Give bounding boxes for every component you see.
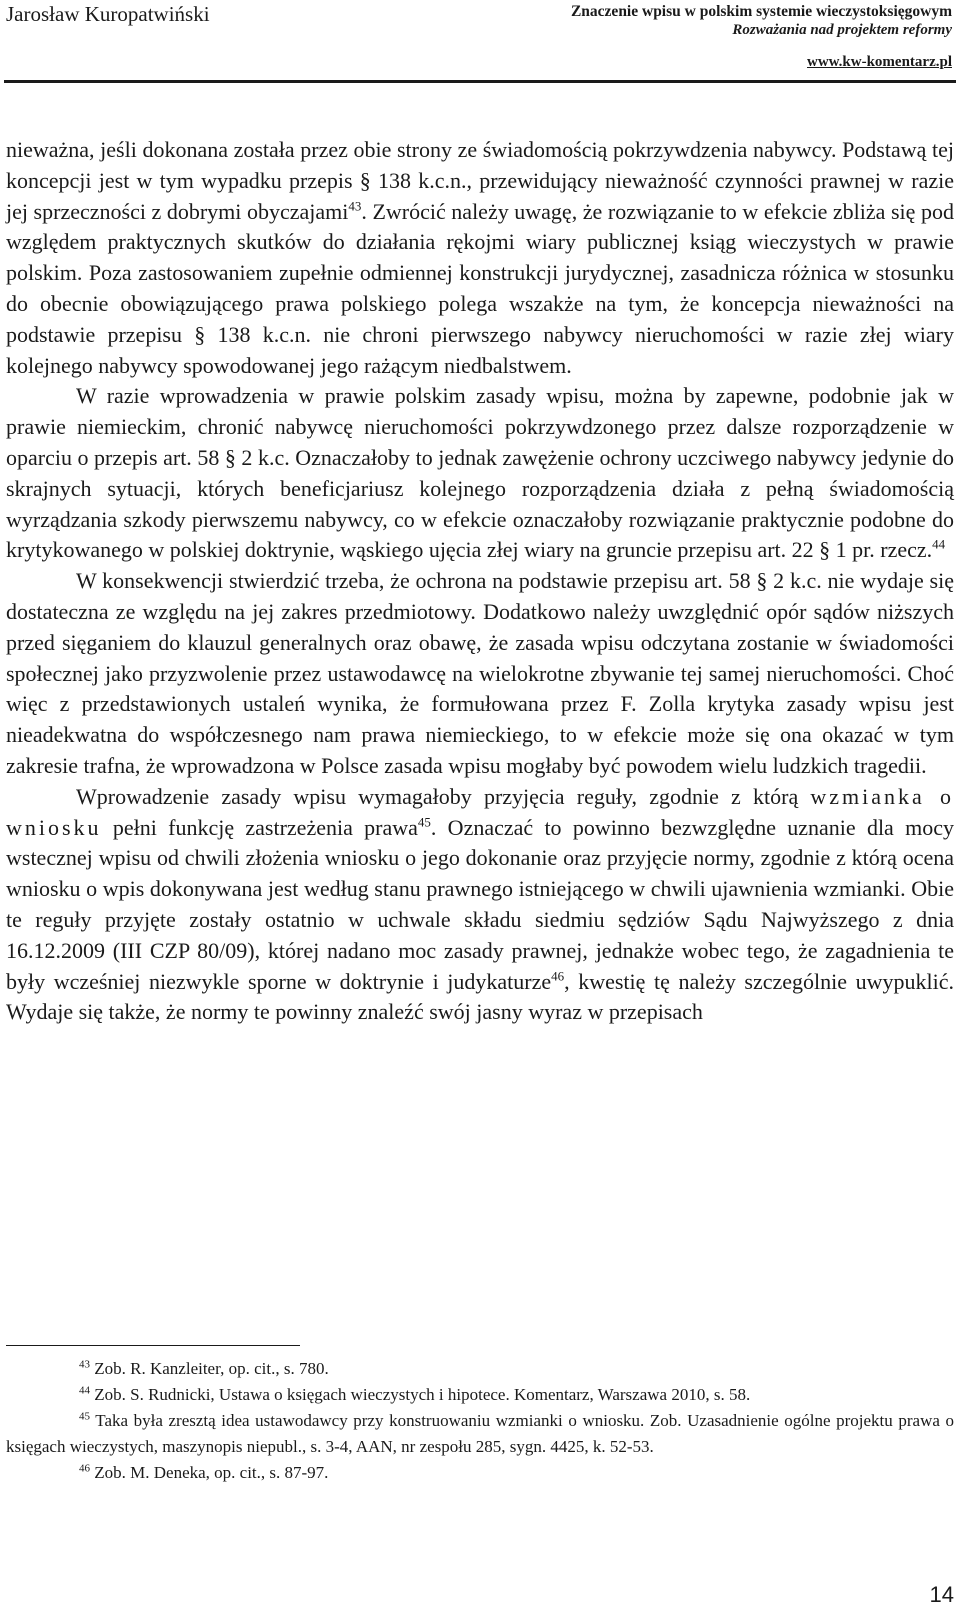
paragraph-4-emphasis: wzmianka o wniosku xyxy=(6,783,955,840)
footnote-divider xyxy=(6,1345,300,1346)
paragraph-3-text: W konsekwencji stwierdzić trzeba, że ochrona na podstawie przepisu art. 58 § 2 k.c. nie wydaje się dostateczna ze względu na jej zakres przedmiotowy. Dodatkowo należy uwzględnić opór sądów niższych przed sięganiem do klauzul generalnych oraz obawę, że zasada wpisu odczytana zostanie w świadomości społecznej jako przyzwolenie przez ustawodawcę na wielokrotne zbywanie tej samej nieruchomości. Choć więc z przedstawionych ustaleń wynika, że formułowana przez F. Zolla krytyka zasady wpisu jest nieadekwatna do współczesnego nam prawa niemieckiego, to w efekcie może się ona okazać w tym zakresie trafna, że wprowadzona w Polsce zasada wpisu mogłaby być powodem wielu ludzkich tragedii. xyxy=(6,568,954,778)
footnote-ref-44[interactable]: 44 xyxy=(932,537,946,553)
footnote-text: Zob. R. Kanzleiter, op. cit., s. 780. xyxy=(90,1359,329,1378)
header-divider xyxy=(4,80,956,83)
footnote-number: 43 xyxy=(79,1358,90,1371)
footnote-text: Zob. S. Rudnicki, Ustawa o księgach wieczystych i hipotece. Komentarz, Warszawa 2010, s. 58. xyxy=(90,1385,751,1404)
paragraph-4-text-d: , kwestię tę należy szczególnie uwypuklić. Wydaje się także, że normy te powinny znaleźć swój jasny wyraz w przepisach xyxy=(6,968,954,1025)
footnote-46 xyxy=(6,1460,954,1486)
header-author: Jarosław Kuropatwiński xyxy=(6,2,210,26)
page-number: 14 xyxy=(929,1582,954,1607)
footnote-text: Taka była zresztą idea ustawodawcy przy konstruowaniu wzmianki o wniosku. Zob. Uzasadnienie ogólne projektu prawa o księgach wieczystych, maszynopis niepubl., s. 3-4, AAN, nr zespołu 285, sygn. 4425, k. 52-53. xyxy=(6,1411,954,1456)
main-text xyxy=(6,135,954,1028)
footnote-text: Zob. M. Deneka, op. cit., s. 87-97. xyxy=(90,1463,329,1482)
paragraph-3 xyxy=(6,566,954,782)
footnote-number: 44 xyxy=(79,1384,90,1397)
footnote-ref-45[interactable]: 45 xyxy=(417,814,431,830)
paragraph-1-text-a: nieważna, jeśli dokonana została przez obie strony ze świadomością pokrzywdzenia nabywcy. Podstawą tej koncepcji jest w tym wypadku przepis § 138 k.c.n., przewidujący nieważność czynności prawnej w razie jej sprzeczności z dobrymi obyczajami xyxy=(6,137,954,224)
paragraph-2 xyxy=(6,381,954,566)
footnote-45 xyxy=(6,1408,954,1460)
footnotes xyxy=(6,1356,954,1486)
paragraph-4-text-c: . Oznaczać to powinno bezwzględne uznanie dla mocy wstecznej wpisu od chwili złożenia wniosku o jego dokonanie oraz przyjęcie normy, zgodnie z którą ocena wniosku o wpis dokonywana jest według stanu prawnego istniejącego w chwili ujawnienia wzmianki. Obie te reguły przyjęte zostały ostatnio w uchwale składu siedmiu sędziów Sądu Najwyższego z dnia 16.12.2009 (III CZP 80/09), której nadano moc zasady prawnej, jednakże wobec tego, że zagadnienia te były wcześniej niezwykle sporne w doktrynie i judykaturze xyxy=(6,814,954,994)
header-title: Znaczenie wpisu w polskim systemie wieczystoksięgowym xyxy=(570,3,952,20)
footnote-number: 46 xyxy=(79,1462,90,1475)
paragraph-4-text-a: Wprowadzenie zasady wpisu wymagałoby przyjęcia reguły, zgodnie z którą xyxy=(76,783,811,809)
footnote-number: 45 xyxy=(79,1410,90,1423)
header-title-block xyxy=(571,2,952,40)
header-subtitle: Rozważania nad projektem reformy xyxy=(732,22,952,38)
paragraph-1 xyxy=(6,135,954,381)
footnote-43 xyxy=(6,1356,954,1382)
footnote-44 xyxy=(6,1382,954,1408)
paragraph-4-text-b: pełni funkcję zastrzeżenia prawa xyxy=(101,814,418,840)
paragraph-4 xyxy=(6,782,954,1028)
paragraph-1-text-b: . Zwrócić należy uwagę, że rozwiązanie to w efekcie zbliża się pod względem praktycznych skutków do działania rękojmi wiary publicznej ksiąg wieczystych w prawie polskim. Poza zastosowaniem zupełnie odmiennej konstrukcji jurydycznej, zasadnicza różnica w stosunku do obecnie obowiązującego prawa polskiego polega wszakże na tym, że koncepcja nieważności na podstawie przepisu § 138 k.c.n. nie chroni pierwszego nabywcy nieruchomości w razie złej wiary kolejnego nabywcy spowodowanej jego rażącym niedbalstwem. xyxy=(6,198,954,378)
header-url-link[interactable]: www.kw-komentarz.pl xyxy=(807,54,952,70)
footnote-ref-46[interactable]: 46 xyxy=(551,968,565,984)
footnote-ref-43[interactable]: 43 xyxy=(348,198,362,214)
paragraph-2-text: W razie wprowadzenia w prawie polskim zasady wpisu, można by zapewne, podobnie jak w prawie niemieckim, chronić nabywcę nieruchomości pokrzywdzonego przez dalsze rozporządzenie w oparciu o przepis art. 58 § 2 k.c. Oznaczałoby to jednak zawężenie ochrony uczciwego nabywcy jedynie do skrajnych sytuacji, których beneficjariusz kolejnego rozporządzenia działa z pełną świadomością wyrządzania szkody pierwszemu nabywcy, co w efekcie oznaczałoby rozwiązanie praktycznie podobne do krytykowanego w polskiej doktrynie, wąskiego ujęcia złej wiary na gruncie przepisu art. 22 § 1 pr. rzecz. xyxy=(6,383,954,563)
